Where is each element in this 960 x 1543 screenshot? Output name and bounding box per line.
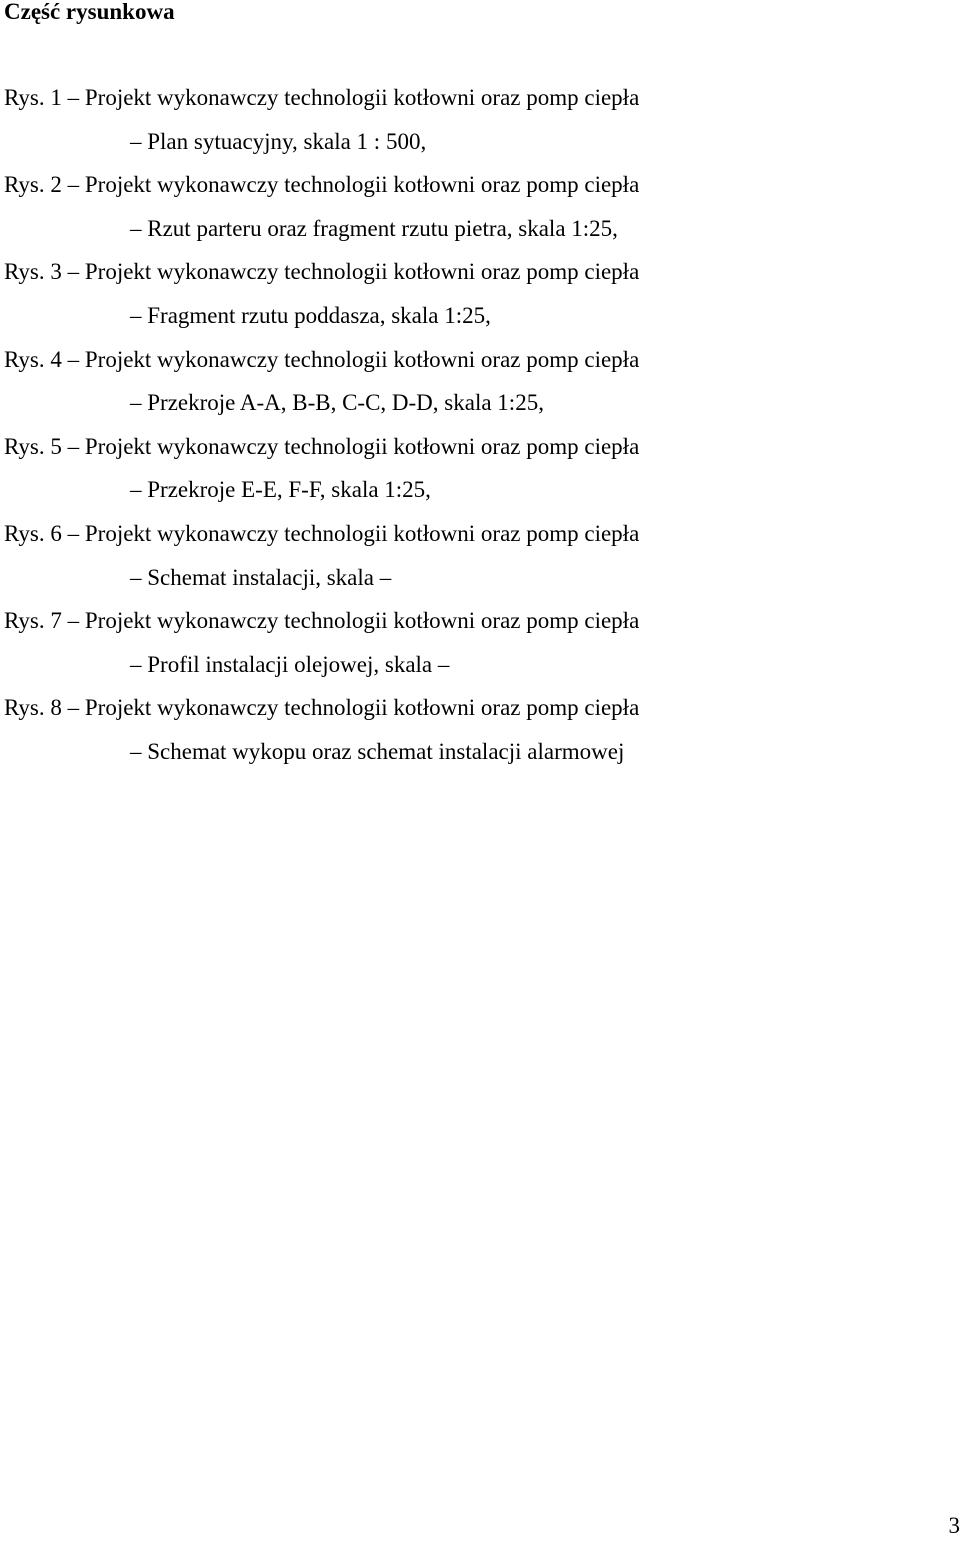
drawing-title: Rys. 2 – Projekt wykonawczy technologii kotłowni oraz pomp ciepła bbox=[4, 172, 640, 198]
drawing-title: Rys. 5 – Projekt wykonawczy technologii kotłowni oraz pomp ciepła bbox=[4, 433, 640, 459]
drawing-entry bbox=[0, 603, 960, 690]
drawing-entry bbox=[0, 254, 960, 341]
drawing-title: Rys. 3 – Projekt wykonawczy technologii kotłowni oraz pomp ciepła bbox=[4, 259, 640, 285]
drawing-entry bbox=[0, 516, 960, 603]
drawing-title: Rys. 6 – Projekt wykonawczy technologii kotłowni oraz pomp ciepła bbox=[4, 520, 640, 546]
drawing-list bbox=[0, 80, 960, 778]
drawing-subtitle: – Rzut parteru oraz fragment rzutu pietra, skala 1:25, bbox=[130, 215, 618, 241]
drawing-title: Rys. 4 – Projekt wykonawczy technologii kotłowni oraz pomp ciepła bbox=[4, 346, 640, 372]
drawing-subtitle: – Fragment rzutu poddasza, skala 1:25, bbox=[130, 302, 491, 328]
drawing-entry bbox=[0, 429, 960, 516]
drawing-subtitle: – Przekroje A-A, B-B, C-C, D-D, skala 1:25, bbox=[130, 390, 544, 416]
drawing-subtitle: – Schemat instalacji, skala – bbox=[130, 564, 392, 590]
drawing-subtitle: – Plan sytuacyjny, skala 1 : 500, bbox=[130, 128, 427, 154]
drawing-subtitle: – Przekroje E-E, F-F, skala 1:25, bbox=[130, 477, 431, 503]
page-title: Część rysunkowa bbox=[4, 0, 175, 24]
drawing-subtitle: – Schemat wykopu oraz schemat instalacji alarmowej bbox=[130, 738, 625, 764]
drawing-title: Rys. 1 – Projekt wykonawczy technologii kotłowni oraz pomp ciepła bbox=[4, 85, 640, 110]
drawing-title: Rys. 8 – Projekt wykonawczy technologii kotłowni oraz pomp ciepła bbox=[4, 695, 640, 721]
drawing-entry bbox=[0, 167, 960, 254]
page-number: 3 bbox=[948, 1513, 960, 1538]
drawing-entry bbox=[0, 80, 960, 167]
drawing-entry bbox=[0, 342, 960, 429]
drawing-entry bbox=[0, 690, 960, 777]
drawing-subtitle: – Profil instalacji olejowej, skala – bbox=[130, 651, 450, 677]
drawing-title: Rys. 7 – Projekt wykonawczy technologii kotłowni oraz pomp ciepła bbox=[4, 608, 640, 634]
